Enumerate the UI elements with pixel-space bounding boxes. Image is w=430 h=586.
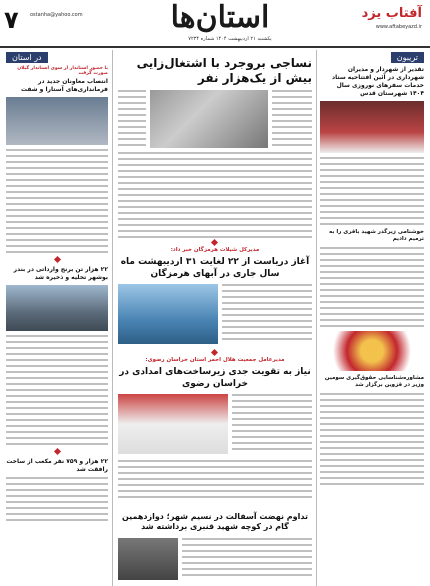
razavi-kicker: مدیرعامل جمعیت هلال احمر استان خراسان رضوی: <box>145 357 285 363</box>
hormozgan-headline: آغاز دریاست از ۲۲ لغایت ۳۱ اردیبهشت ماه سال جاری در آبهای هرمزگان <box>120 257 310 279</box>
ceremony-photo <box>320 101 424 153</box>
main-body-left <box>118 90 146 150</box>
section-tab-tribune: تریبون <box>391 52 424 63</box>
paper-title: استان‌ها <box>170 0 270 35</box>
cargo-port-photo <box>6 285 108 331</box>
hormozgan-body <box>222 284 312 344</box>
page-number: ۷ <box>4 6 19 34</box>
tribune-mid-body <box>320 247 424 327</box>
razavi-headline: نیاز به تقویت جدی زیرساخت‌های امدادی در خراسان رضوی <box>119 367 311 389</box>
province-column <box>6 66 108 525</box>
column-divider <box>112 50 113 586</box>
section-separator-icon <box>211 349 218 356</box>
main-body-bottom <box>118 152 312 242</box>
section-tab-province: در استان <box>6 52 48 63</box>
main-body-right <box>272 90 312 150</box>
section-separator-icon <box>53 448 60 455</box>
province-low-body <box>6 477 108 521</box>
fishing-boat-photo <box>118 284 218 344</box>
tribune-low-headline: مشاوره‌شناسایی حقوق‌گیری سومین وزیر در قزوین برگزار شد <box>324 375 424 388</box>
section-separator-icon <box>53 256 60 263</box>
street-paving-photo <box>118 538 178 580</box>
email-address: ostanha@yahoo.com <box>30 12 83 18</box>
hormozgan-kicker: مدیرکل شیلات هرمزگان خبر داد: <box>170 247 260 253</box>
province-low-headline: ۲۲ هزار و ۷۵۹ نفر مکعب از ساخت رافقت شد <box>6 458 108 473</box>
tribune-low-body <box>320 393 424 485</box>
tribune-column <box>320 66 424 489</box>
port-headline: ۲۲ هزار تن برنج وارداتی در بندر بوشهر تخلیه و ذخیره شد <box>13 266 108 281</box>
razavi-body-bottom <box>118 460 312 502</box>
port-body <box>6 335 108 445</box>
textile-factory-photo <box>150 90 268 148</box>
masthead <box>0 0 430 48</box>
date-line: یکشنبه ۲۱ اردیبهشت ۱۴۰۴ شماره ۷۲۳۴ <box>188 36 272 42</box>
main-headline: نساجی بروجرد با اشتغال‌زایی بیش از یک‌هزار نفر <box>136 56 312 85</box>
newspaper-logo: آفتاب یزد <box>361 6 422 21</box>
red-crescent-photo <box>118 394 228 454</box>
tribune-mid-headline: خوشنامی زیرگذر شهید باقری را به ترمیم دادیم <box>329 229 424 242</box>
asphalt-headline: تداوم نهضت آسفالت در نسیم شهر؛ دوازدهمین گام در کوچه شهید قنبری برداشته شد <box>121 512 309 531</box>
asphalt-body <box>182 538 312 580</box>
column-divider <box>316 50 317 586</box>
tribune-top-headline: تقدیر از شهردار و مدیران شهرداری در آئین افتتاحیه ستاد خدمات سفرهای نوروزی سال ۱۴۰۴ شهرستان قدس <box>332 66 424 97</box>
tribune-top-body <box>320 157 424 225</box>
emblem-image <box>320 331 424 371</box>
province-top-body <box>6 149 108 253</box>
building-photo <box>6 97 108 145</box>
website-address: www.aftabeyazd.ir <box>375 24 422 30</box>
province-top-headline: انتصاب معاونان جدید در فرمانداری‌های آستارا و شفت <box>20 78 108 93</box>
razavi-body <box>232 394 312 454</box>
province-top-kicker: با حضور استاندار از سوی استاندار گیلان صورت گرفت <box>17 66 108 76</box>
